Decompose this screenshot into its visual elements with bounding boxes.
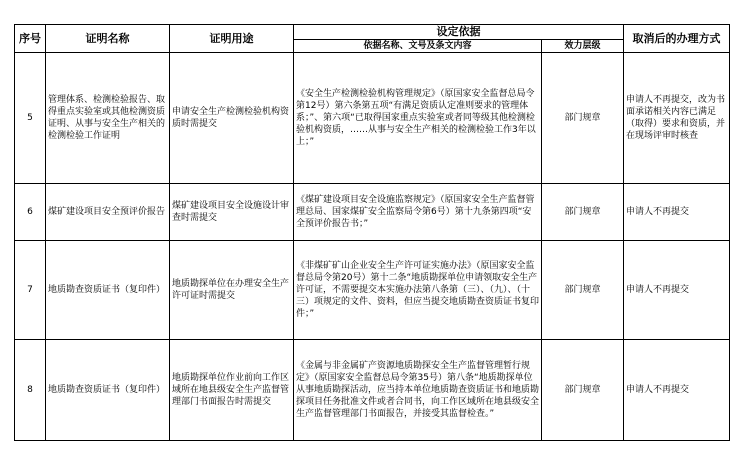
header-cert-use: 证明用途 xyxy=(170,25,294,53)
basis-cell: 《煤矿建设项目安全设施监察规定》（原国家安全生产监督管理总局、国家煤矿安全监察局令第6号）第十九条第四项“安全预评价报告书；” xyxy=(294,184,542,241)
after-cancel-cell: 申请人不再提交，改为书面承诺相关内容已满足（取得）要求和资质，并在现场评审时核查 xyxy=(624,53,730,184)
header-seq: 序号 xyxy=(15,25,46,53)
table-row xyxy=(15,184,730,241)
after-cancel-cell: 申请人不再提交 xyxy=(624,241,730,340)
table-row xyxy=(15,241,730,340)
after-cancel-cell: 申请人不再提交 xyxy=(624,184,730,241)
cert-name-cell: 地质勘查资质证书（复印件） xyxy=(46,340,170,441)
document-page xyxy=(14,24,730,441)
validity-cell: 部门规章 xyxy=(542,53,624,184)
header-cert-name: 证明名称 xyxy=(46,25,170,53)
validity-cell: 部门规章 xyxy=(542,340,624,441)
header-basis-group: 设定依据 xyxy=(294,25,624,40)
cert-use-cell: 申请安全生产检测检验机构资质时需提交 xyxy=(170,53,294,184)
basis-cell: 《金属与非金属矿产资源地质勘探安全生产监督管理暂行规定》（原国家安全监督总局令第35号）第八条“地质勘探单位从事地质勘探活动，应当持本单位地质勘查资质证书和地质勘探项目任务批准文件或者合同书，向工作区域所在地县级安全生产监督管理部门书面报告，并接受其监督检查。” xyxy=(294,340,542,441)
basis-cell: 《安全生产检测检验机构管理规定》（原国家安全监督总局令第12号）第六条第五项“有满足资质认定准则要求的管理体系；”、第六项“已取得国家重点实验室或者同等级其他检测检验机构资质，……从事与安全生产相关的检测检验工作3年以上；” xyxy=(294,53,542,184)
after-cancel-cell: 申请人不再提交 xyxy=(624,340,730,441)
cert-use-cell: 地质勘探单位作业前向工作区域所在地县级安全生产监督管理部门书面报告时需提交 xyxy=(170,340,294,441)
basis-cell: 《非煤矿矿山企业安全生产许可证实施办法》（原国家安全监督总局令第20号）第十二条“地质勘探单位申请领取安全生产许可证，不需要提交本实施办法第八条第（三）、（九）、（十三）项规定的文件、资料，但应当提交地质勘查资质证书复印件；” xyxy=(294,241,542,340)
validity-cell: 部门规章 xyxy=(542,184,624,241)
row-number: 6 xyxy=(15,184,46,241)
cert-use-cell: 煤矿建设项目安全设施设计审查时需提交 xyxy=(170,184,294,241)
cert-use-cell: 地质勘探单位在办理安全生产许可证时需提交 xyxy=(170,241,294,340)
table-row xyxy=(15,53,730,184)
table-row xyxy=(15,340,730,441)
header-basis-detail: 依据名称、文号及条文内容 xyxy=(294,40,542,53)
header-after-cancel: 取消后的办理方式 xyxy=(624,25,730,53)
header-validity: 效力层级 xyxy=(542,40,624,53)
row-number: 7 xyxy=(15,241,46,340)
row-number: 5 xyxy=(15,53,46,184)
row-number: 8 xyxy=(15,340,46,441)
certificate-table xyxy=(14,24,730,441)
cert-name-cell: 煤矿建设项目安全预评价报告 xyxy=(46,184,170,241)
cert-name-cell: 管理体系、检测检验报告、取得重点实验室或其他检测资质证明、从事与安全生产相关的检测检验工作证明 xyxy=(46,53,170,184)
table-header-row xyxy=(15,25,730,40)
validity-cell: 部门规章 xyxy=(542,241,624,340)
cert-name-cell: 地质勘查资质证书（复印件） xyxy=(46,241,170,340)
